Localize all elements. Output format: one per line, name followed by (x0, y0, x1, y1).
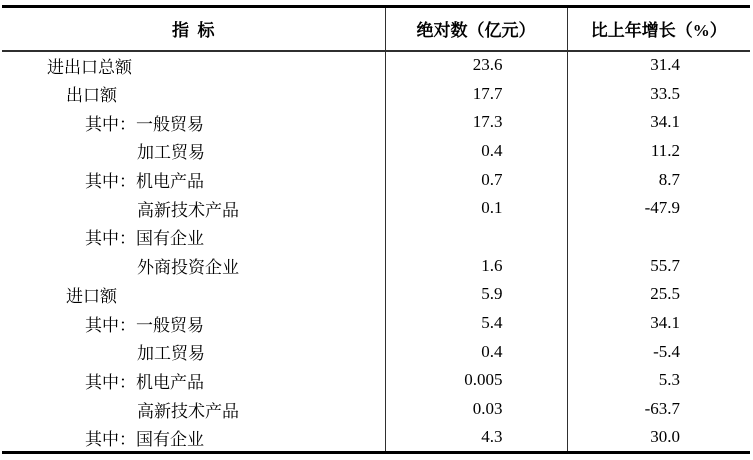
row-absolute-value: 5.4 (385, 309, 567, 338)
row-absolute-value (385, 223, 567, 252)
header-indicator: 指 标 (2, 7, 385, 51)
row-growth-value: 31.4 (650, 55, 680, 75)
row-absolute-value: 17.7 (385, 79, 567, 108)
row-indicator-label: 其中：一般贸易 (2, 108, 385, 137)
row-absolute-value: 17.3 (385, 108, 567, 137)
table-row (2, 366, 750, 395)
table-row (2, 280, 750, 309)
row-indicator-label: 其中：一般贸易 (2, 309, 385, 338)
row-growth-value (567, 223, 750, 252)
row-indicator-label: 进出口总额 (2, 51, 385, 80)
row-growth-value: 8.7 (658, 169, 680, 189)
row-growth-value: 25.5 (650, 284, 680, 304)
row-indicator-label: 高新技术产品 (2, 395, 385, 424)
table-row (2, 251, 750, 280)
row-absolute-value: 5.9 (385, 280, 567, 309)
row-indicator-label: 其中：国有企业 (2, 223, 385, 252)
row-indicator-label: 外商投资企业 (2, 251, 385, 280)
row-absolute-value: 1.6 (385, 251, 567, 280)
row-growth-value: 34.1 (650, 112, 680, 132)
table-row (2, 423, 750, 452)
row-indicator-label: 进口额 (2, 280, 385, 309)
row-growth-value: -47.9 (644, 198, 680, 218)
table-row (2, 395, 750, 424)
row-growth-value: 33.5 (650, 83, 680, 103)
table-row (2, 137, 750, 166)
table-body (2, 51, 750, 453)
table-header (2, 7, 750, 51)
row-absolute-value: 0.4 (385, 337, 567, 366)
row-growth-value: 11.2 (650, 140, 680, 160)
row-absolute-value: 0.4 (385, 137, 567, 166)
row-indicator-label: 其中：机电产品 (2, 366, 385, 395)
row-growth-value: 5.3 (658, 370, 680, 390)
row-indicator-label: 加工贸易 (2, 337, 385, 366)
row-growth-value: 30.0 (650, 427, 680, 447)
row-growth-value: 34.1 (650, 313, 680, 333)
row-indicator-label: 高新技术产品 (2, 194, 385, 223)
header-growth-rate: 比上年增长（%） (590, 21, 727, 41)
row-indicator-label: 其中：机电产品 (2, 165, 385, 194)
row-indicator-label: 加工贸易 (2, 137, 385, 166)
row-absolute-value: 4.3 (385, 423, 567, 452)
table-row (2, 79, 750, 108)
row-indicator-label: 其中：国有企业 (2, 423, 385, 452)
table-row (2, 194, 750, 223)
row-absolute-value: 23.6 (385, 51, 567, 80)
table-row (2, 108, 750, 137)
table-row (2, 165, 750, 194)
table-row (2, 51, 750, 80)
header-absolute-value: 绝对数（亿元） (385, 7, 567, 51)
trade-table (2, 5, 750, 454)
row-growth-value: -63.7 (644, 399, 680, 419)
table-row (2, 337, 750, 366)
row-growth-value: -5.4 (653, 341, 680, 361)
row-absolute-value: 0.03 (385, 395, 567, 424)
row-absolute-value: 0.1 (385, 194, 567, 223)
table-row (2, 223, 750, 252)
table-row (2, 309, 750, 338)
row-growth-value: 55.7 (650, 255, 680, 275)
row-absolute-value: 0.005 (385, 366, 567, 395)
row-indicator-label: 出口额 (2, 79, 385, 108)
header-row (2, 7, 750, 51)
row-absolute-value: 0.7 (385, 165, 567, 194)
